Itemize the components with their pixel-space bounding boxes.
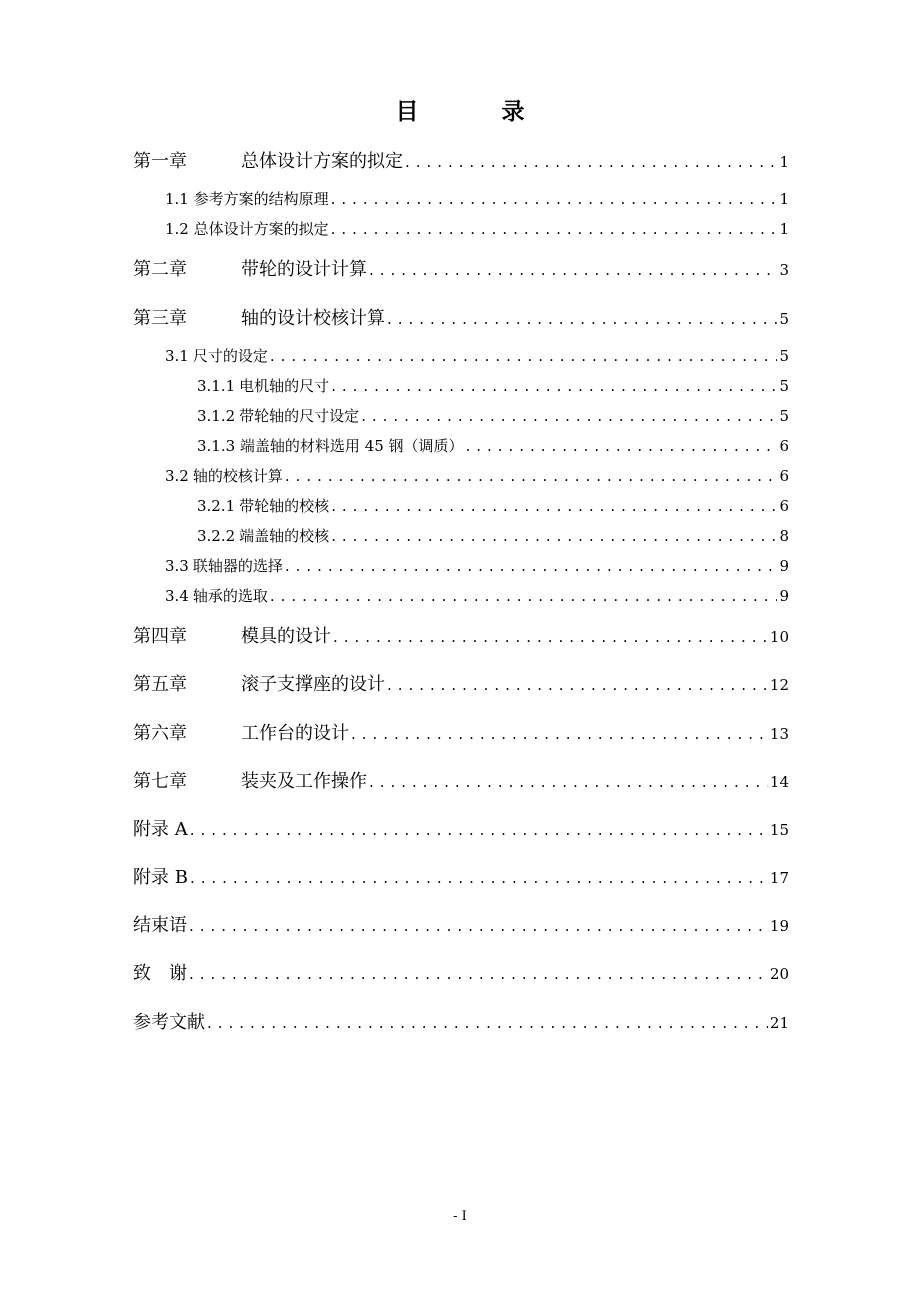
toc-entry-page: 8 (779, 527, 789, 545)
toc-entry[interactable] (197, 404, 789, 428)
toc-dot-leader (387, 305, 777, 333)
toc-entry[interactable] (165, 344, 789, 368)
toc-entry-title: 端盖轴的校核 (239, 527, 330, 545)
toc-entry-page: 6 (779, 467, 789, 485)
toc-entry-title: 模具的设计 (241, 626, 331, 647)
toc-entry[interactable] (197, 494, 789, 518)
toc-dot-leader (361, 404, 777, 428)
toc-entry-title: 带轮轴的尺寸设定 (239, 407, 360, 425)
toc-entry-number: 3.4 (165, 587, 189, 605)
toc-dot-leader (331, 524, 777, 548)
toc-dot-leader (189, 912, 768, 940)
toc-entry-page: 1 (779, 190, 789, 208)
toc-entry-title: 轴的设计校核计算 (241, 308, 385, 329)
toc-dot-leader (333, 623, 768, 651)
toc-entry[interactable] (133, 148, 789, 176)
toc-entry[interactable] (165, 554, 789, 578)
toc-entry-title: 1.2 总体设计方案的拟定 (165, 220, 329, 238)
toc-entry-number: 第一章 (133, 151, 187, 172)
toc-entry-number: 3.1.2 (197, 407, 236, 425)
toc-entry-number: 3.3 (165, 557, 189, 575)
toc-entry-page: 5 (779, 377, 789, 395)
toc-entry-page: 9 (779, 587, 789, 605)
toc-entry[interactable] (197, 374, 789, 398)
toc-entry[interactable] (133, 720, 789, 748)
toc-entry-number: 第二章 (133, 259, 187, 280)
toc-entry-number: 第四章 (133, 626, 187, 647)
toc-dot-leader (466, 434, 778, 458)
toc-entry-title: 尺寸的设定 (192, 347, 268, 365)
toc-dot-leader (331, 374, 777, 398)
toc-entry-page: 1 (779, 153, 789, 171)
toc-entry[interactable] (133, 1009, 789, 1037)
toc-entry-page: 21 (769, 1014, 789, 1032)
toc-entry-page: 19 (769, 917, 789, 935)
toc-entry-page: 3 (779, 261, 789, 279)
toc-entry-number: 第三章 (133, 308, 187, 329)
toc-entry-title: 带轮的设计计算 (241, 259, 367, 280)
toc-dot-leader (270, 344, 778, 368)
toc-entry-page: 10 (769, 628, 789, 646)
toc-entry[interactable] (197, 434, 789, 458)
toc-entry[interactable] (133, 623, 789, 651)
toc-entry-page: 6 (779, 437, 789, 455)
toc-entry[interactable] (133, 912, 789, 940)
toc-entry-page: 5 (779, 310, 789, 328)
toc-dot-leader (190, 864, 768, 892)
toc-entry[interactable] (165, 584, 789, 608)
toc-dot-leader (369, 768, 768, 796)
toc-entry-page: 17 (769, 869, 789, 887)
toc-entry-page: 15 (769, 821, 789, 839)
page-number: - I (453, 1209, 467, 1224)
toc-dot-leader (207, 1009, 768, 1037)
toc-entry-number: 第五章 (133, 674, 187, 695)
toc-entry[interactable] (133, 816, 789, 844)
toc-entry-title: 联轴器的选择 (192, 557, 283, 575)
toc-entry-page: 20 (769, 965, 789, 983)
toc-dot-leader (387, 671, 768, 699)
toc-dot-leader (331, 494, 777, 518)
toc-entry-title: 1.1 参考方案的结构原理 (165, 190, 329, 208)
toc-entry-title: 工作台的设计 (241, 723, 349, 744)
toc-entry-number: 第七章 (133, 771, 187, 792)
toc-entry[interactable] (133, 256, 789, 284)
toc-entry-page: 6 (779, 497, 789, 515)
toc-dot-leader (285, 464, 778, 488)
toc-entry-title: 总体设计方案的拟定 (241, 151, 403, 172)
toc-entry-page: 9 (779, 557, 789, 575)
toc-entry[interactable] (133, 305, 789, 333)
toc-entry[interactable] (133, 960, 789, 988)
toc-entry-number: 3.1.1 (197, 377, 236, 395)
toc-entry-page: 5 (779, 407, 789, 425)
toc-entry[interactable] (165, 217, 789, 241)
toc-entry-title: 轴的校核计算 (192, 467, 283, 485)
page-title: 目 录 (395, 99, 555, 125)
toc-entry-page: 14 (769, 773, 789, 791)
toc-entry[interactable] (165, 187, 789, 211)
toc-entry-title: 附录 B (133, 867, 188, 888)
toc-entry-title: 带轮轴的校核 (239, 497, 330, 515)
toc-entry[interactable] (133, 768, 789, 796)
toc-dot-leader (351, 720, 768, 748)
toc-entry[interactable] (165, 464, 789, 488)
toc-dot-leader (331, 187, 778, 211)
toc-entry-title: 装夹及工作操作 (241, 771, 367, 792)
toc-dot-leader (285, 554, 778, 578)
toc-entry-page: 13 (769, 725, 789, 743)
toc-entry-page: 1 (779, 220, 789, 238)
toc-dot-leader (331, 217, 778, 241)
toc-dot-leader (369, 256, 777, 284)
toc-entry-number: 3.2.2 (197, 527, 236, 545)
toc-entry-title: 3.1.3 端盖轴的材料选用 45 钢（调质） (197, 437, 464, 455)
toc-entry-number: 第六章 (133, 723, 187, 744)
toc-entry-number: 3.2.1 (197, 497, 236, 515)
toc-entry-number: 3.2 (165, 467, 189, 485)
toc-entry-title: 电机轴的尺寸 (239, 377, 330, 395)
toc-dot-leader (189, 960, 768, 988)
toc-entry-number: 3.1 (165, 347, 189, 365)
toc-entry-title: 滚子支撑座的设计 (241, 674, 385, 695)
toc-dot-leader (405, 148, 777, 176)
toc-dot-leader (190, 816, 768, 844)
toc-entry[interactable] (133, 671, 789, 699)
toc-dot-leader (270, 584, 778, 608)
toc-entry[interactable] (133, 864, 789, 892)
toc-entry[interactable] (197, 524, 789, 548)
toc-entry-page: 12 (769, 676, 789, 694)
toc-entry-title: 致 谢 (133, 963, 187, 984)
toc-entry-page: 5 (779, 347, 789, 365)
toc-entry-title: 附录 A (133, 819, 188, 840)
toc-entry-title: 结束语 (133, 915, 187, 936)
toc-entry-title: 轴承的选取 (192, 587, 268, 605)
toc-entry-title: 参考文献 (133, 1012, 205, 1033)
